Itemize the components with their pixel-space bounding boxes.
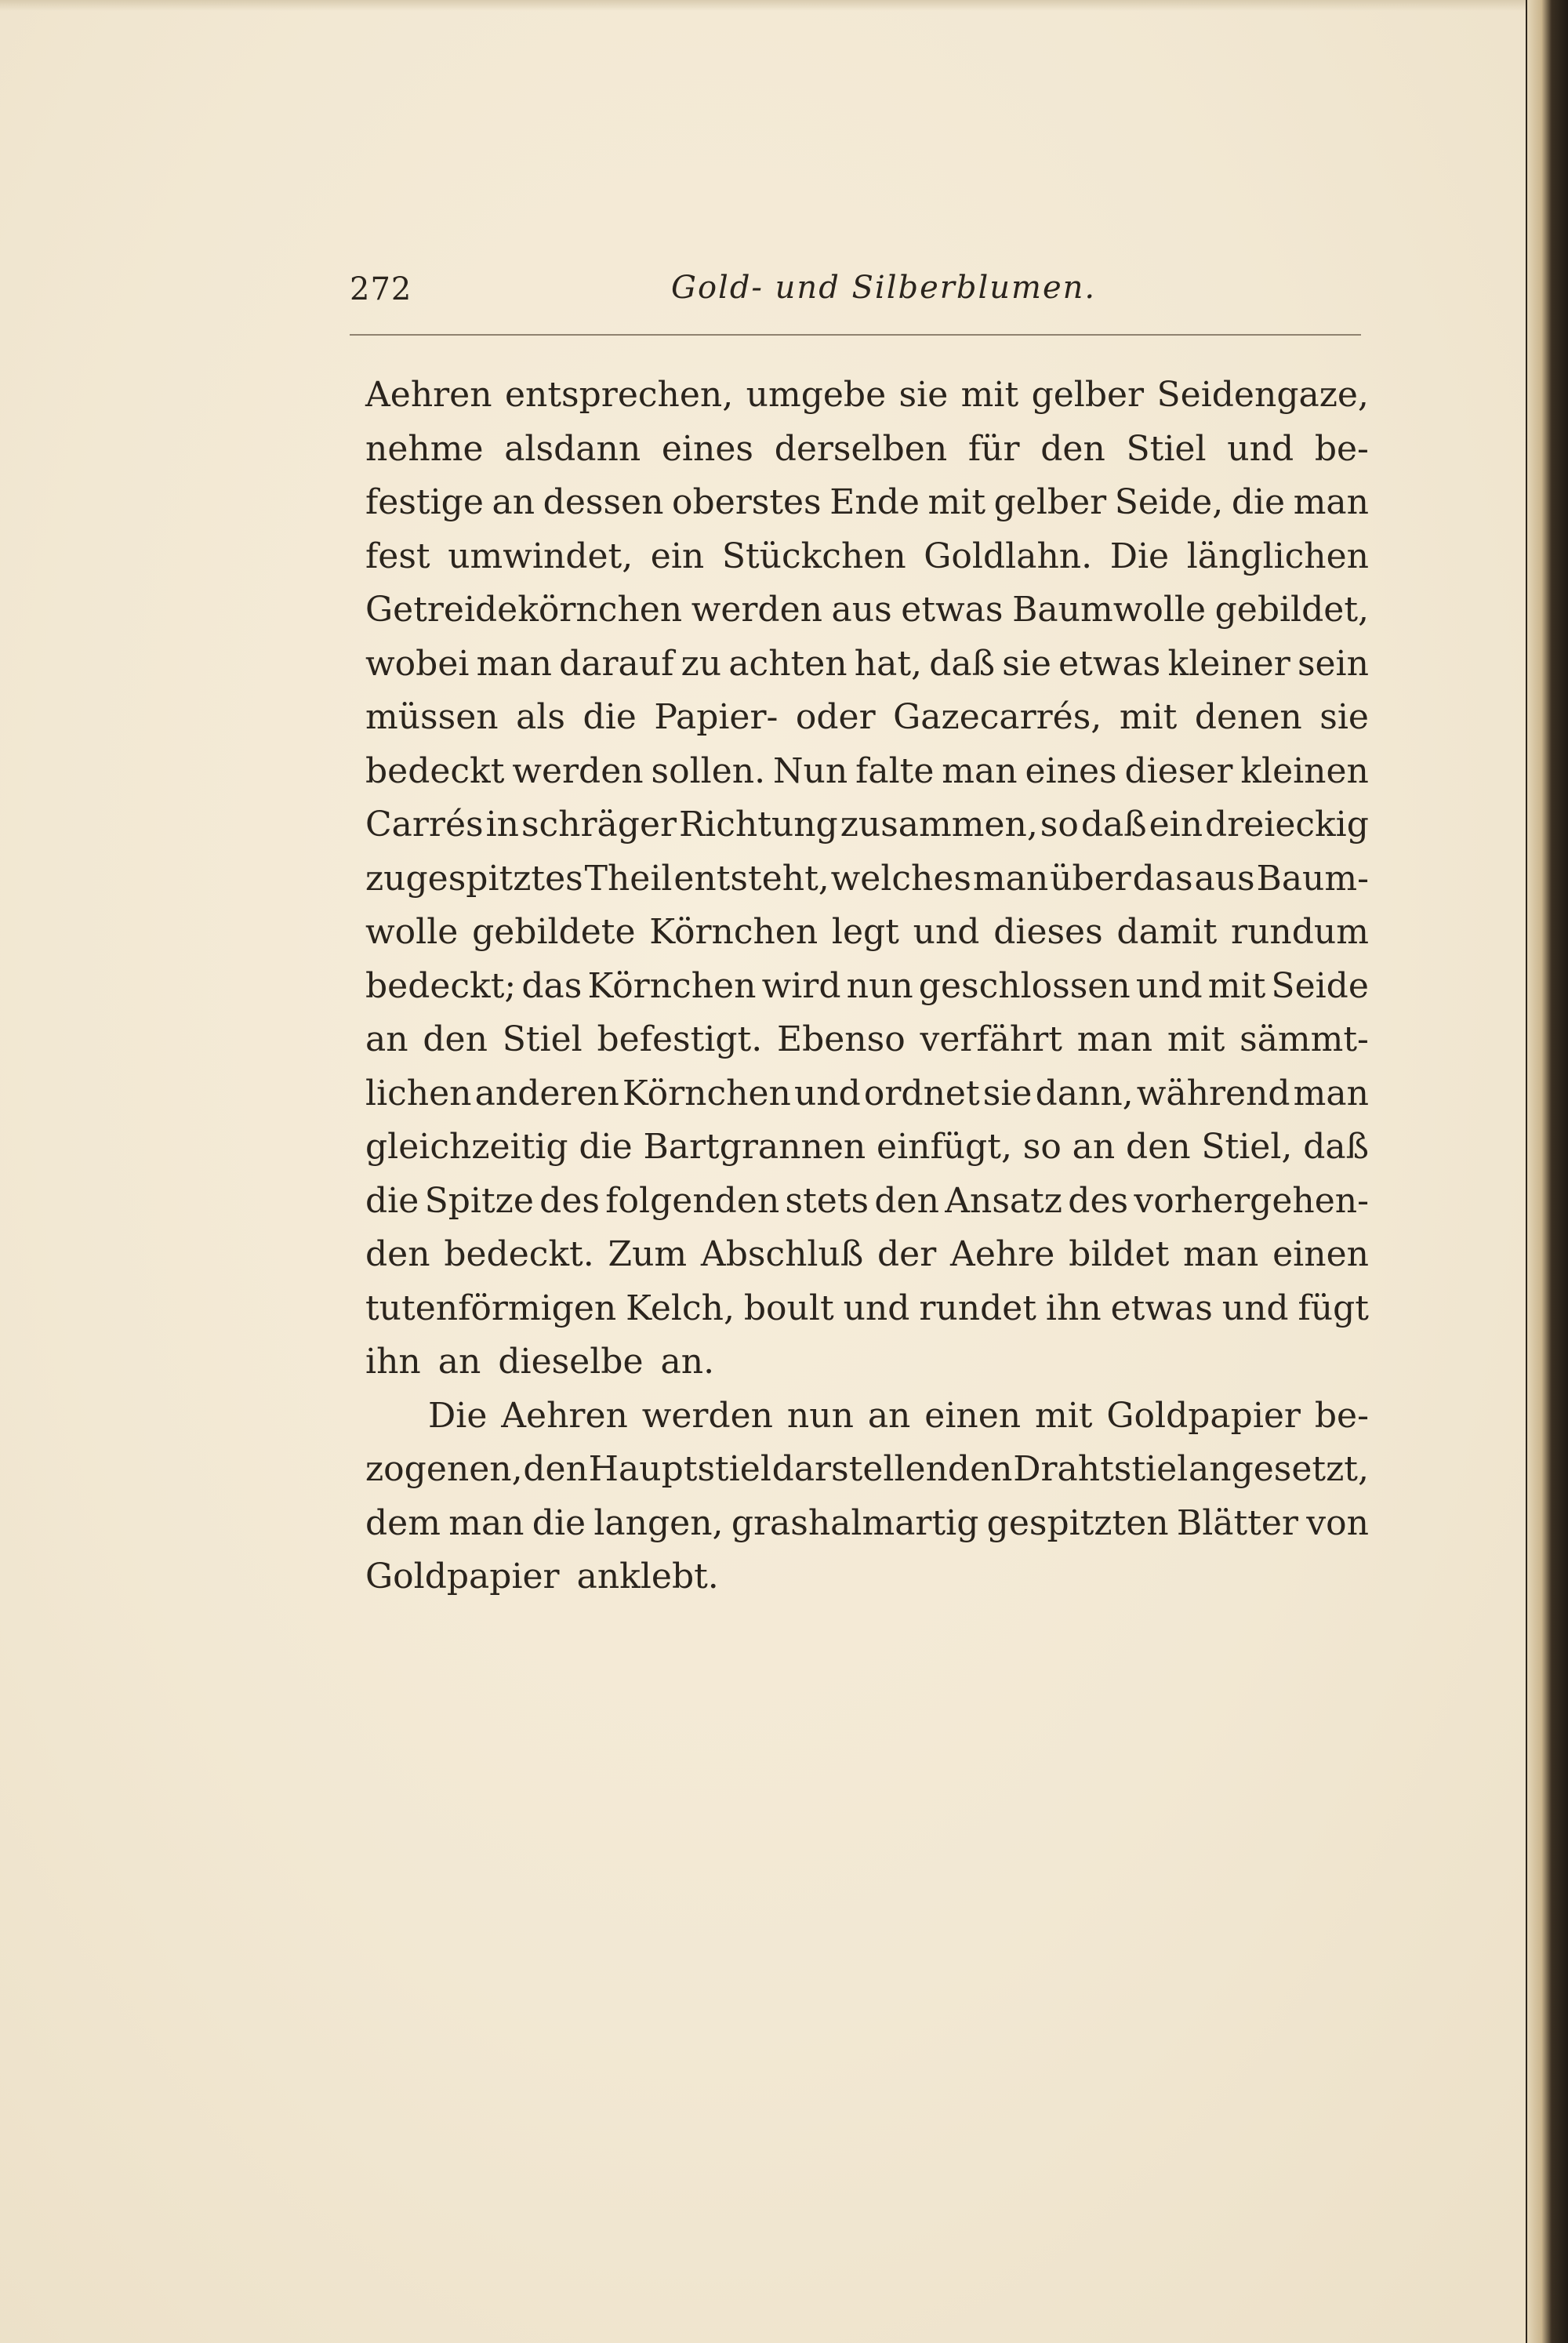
word: werden [641, 1395, 774, 1436]
word: Nun [772, 750, 848, 791]
word: entsprechen, [504, 375, 734, 415]
word: zu [681, 643, 722, 684]
word: langen, [593, 1502, 724, 1543]
word: derselben [774, 428, 948, 469]
text-line [365, 423, 1369, 477]
word: daß [929, 643, 996, 684]
word: sie [1002, 643, 1051, 684]
word: bedeckt. [444, 1234, 594, 1274]
word: etwas [1110, 1288, 1213, 1328]
text-line [365, 798, 1369, 852]
word: man [1293, 1073, 1369, 1113]
word: einfügt, [877, 1127, 1012, 1167]
word: an [492, 482, 535, 522]
word: Goldpapier [1106, 1395, 1301, 1436]
word: die [579, 1127, 633, 1167]
text-line [365, 369, 1369, 423]
word: von [1306, 1502, 1369, 1543]
text-line [365, 1228, 1369, 1282]
text-line [365, 1443, 1369, 1497]
text-line [365, 530, 1369, 584]
word: und [793, 1073, 861, 1113]
word: Drahtstiel [1013, 1449, 1189, 1489]
word: an [437, 1342, 481, 1382]
word: das [521, 965, 583, 1006]
word: nun [846, 965, 913, 1006]
word: Bartgrannen [643, 1127, 866, 1167]
word: stets [785, 1180, 869, 1221]
word: umgebe [746, 375, 887, 415]
word: mit [927, 482, 986, 522]
word: den [874, 1180, 939, 1221]
word: werden [512, 750, 644, 791]
word: zusammen, [840, 805, 1038, 845]
word: aus [831, 590, 892, 630]
word: oder [795, 697, 876, 737]
word: dieselbe [498, 1342, 644, 1382]
word: Körnchen [649, 912, 818, 952]
word: und [1135, 965, 1203, 1006]
word: und [1227, 428, 1294, 469]
word: alsdann [504, 428, 641, 469]
word: Zum [608, 1234, 688, 1274]
word: Körnchen [587, 965, 757, 1006]
word: gleichzeitig [365, 1127, 568, 1167]
text-line [365, 1121, 1369, 1175]
word: wobei [365, 643, 470, 684]
word: Abschluß [700, 1234, 864, 1274]
word: an. [660, 1342, 715, 1382]
word: hat, [854, 643, 923, 684]
word: werden [691, 590, 822, 630]
word: etwas [901, 590, 1004, 630]
word: in [485, 805, 519, 845]
word: Stiel [1126, 428, 1207, 469]
word: oberstes [672, 482, 822, 522]
text-line [365, 745, 1369, 799]
word: Ende [829, 482, 920, 522]
word: boult [743, 1288, 834, 1328]
text-line [365, 906, 1369, 960]
text-line [365, 691, 1369, 745]
word: Baumwolle [1012, 590, 1207, 630]
word: sein [1297, 643, 1369, 684]
word: Stiel [502, 1019, 583, 1059]
text-line-paragraph-end [365, 1335, 1369, 1389]
word: zogenen, [365, 1449, 523, 1489]
word: damit [1116, 912, 1218, 952]
word: zugespitztes [365, 858, 583, 899]
word: verfährt [920, 1019, 1062, 1059]
word: bildet [1069, 1234, 1170, 1274]
word: als [516, 697, 566, 737]
book-spine-edge [1527, 0, 1568, 2343]
word: vorhergehen- [1134, 1180, 1369, 1221]
word: so [1022, 1127, 1062, 1167]
word: Kelch, [626, 1288, 735, 1328]
word: einen [1272, 1234, 1369, 1274]
text-line [365, 1282, 1369, 1336]
word: befestigt. [597, 1019, 763, 1059]
word: anderen [474, 1073, 619, 1113]
word: der [877, 1234, 937, 1274]
page-top-edge [0, 0, 1568, 11]
word: und [913, 912, 980, 952]
word: gespitzten [986, 1502, 1169, 1543]
word: müssen [365, 697, 499, 737]
word: mit [1119, 697, 1178, 737]
word: rundum [1231, 912, 1369, 952]
word: tutenförmigen [365, 1288, 617, 1328]
word: für [967, 428, 1020, 469]
word: aus [1194, 858, 1255, 899]
text-line [365, 476, 1369, 530]
word: daß [1080, 805, 1147, 845]
word: des [1068, 1180, 1129, 1221]
word: lichen [365, 1073, 472, 1113]
word: die [1231, 482, 1286, 522]
word: nehme [365, 428, 484, 469]
word: fügt [1298, 1288, 1369, 1328]
word: einen [924, 1395, 1022, 1436]
word: Theil [584, 858, 673, 899]
word: gelber [993, 482, 1107, 522]
word: Richtung [679, 805, 838, 845]
word: man [1293, 482, 1369, 522]
word: Aehren [365, 375, 492, 415]
word: schräger [521, 805, 677, 845]
word: während [1136, 1073, 1290, 1113]
word: man [972, 858, 1049, 899]
word: man [1183, 1234, 1259, 1274]
word: ein [650, 536, 705, 576]
text-line [365, 583, 1369, 638]
word: ordnet [863, 1073, 980, 1113]
word: gelber [1031, 375, 1145, 415]
word: be- [1314, 428, 1369, 469]
word: an [1072, 1127, 1116, 1167]
word: und [1221, 1288, 1289, 1328]
word: man [448, 1502, 524, 1543]
word: das [1132, 858, 1193, 899]
word: ihn [1045, 1288, 1102, 1328]
word: legt [831, 912, 899, 952]
word: Seide [1271, 965, 1369, 1006]
word: so [1040, 805, 1079, 845]
word: über [1050, 858, 1131, 899]
word: den [523, 1449, 588, 1489]
word: Carrés [365, 805, 484, 845]
word: Körnchen [622, 1073, 791, 1113]
word: den [1040, 428, 1105, 469]
word: sie [982, 1073, 1033, 1113]
running-head [350, 265, 1361, 320]
word: dem [365, 1502, 441, 1543]
text-line [365, 1067, 1369, 1121]
word: bedeckt [365, 750, 505, 791]
word: länglichen [1186, 536, 1369, 576]
word: Getreidekörnchen [365, 590, 683, 630]
word: des [539, 1180, 600, 1221]
word: Die [1109, 536, 1170, 576]
word: Hauptstiel [588, 1449, 771, 1489]
word: und [843, 1288, 910, 1328]
word: wolle [365, 912, 459, 952]
word: darstellenden [771, 1449, 1013, 1489]
word: nun [786, 1395, 854, 1436]
word: Die [428, 1395, 488, 1436]
word: Goldlahn. [924, 536, 1093, 576]
word: etwas [1058, 643, 1161, 684]
word: Stiel, [1201, 1127, 1293, 1167]
word: wird [761, 965, 841, 1006]
word: sie [898, 375, 949, 415]
word: dieser [1124, 750, 1233, 791]
page-number: 272 [350, 271, 412, 307]
word: angesetzt, [1189, 1449, 1369, 1489]
word: mit [1035, 1395, 1093, 1436]
word: dessen [543, 482, 664, 522]
word: Ebenso [776, 1019, 906, 1059]
text-line-paragraph-end [365, 1550, 1369, 1604]
word: gebildet, [1214, 590, 1369, 630]
word: an [365, 1019, 408, 1059]
word: welches [830, 858, 972, 899]
word: kleiner [1167, 643, 1290, 684]
word: den [365, 1234, 430, 1274]
word: geschlossen [918, 965, 1131, 1006]
word: mit [1167, 1019, 1225, 1059]
word: die [583, 697, 637, 737]
word: darauf [559, 643, 674, 684]
word: Blätter [1176, 1502, 1298, 1543]
word: Papier- [654, 697, 779, 737]
word: gebildete [472, 912, 636, 952]
word: sämmt- [1240, 1019, 1369, 1059]
word: mit [1207, 965, 1266, 1006]
word: ihn [365, 1342, 421, 1382]
word: die [365, 1180, 419, 1221]
text-line [365, 638, 1369, 692]
word: daß [1303, 1127, 1369, 1167]
header-rule [350, 334, 1361, 336]
word: Aehre [950, 1234, 1055, 1274]
word: den [1126, 1127, 1191, 1167]
word: denen [1194, 697, 1302, 737]
word: man [1076, 1019, 1153, 1059]
word: Seidengaze, [1156, 375, 1369, 415]
text-line [365, 1497, 1369, 1551]
text-line [365, 1013, 1369, 1067]
word: entsteht, [673, 858, 829, 899]
word: falte [855, 750, 935, 791]
text-line-paragraph-start [365, 1389, 1369, 1444]
word: die [532, 1502, 586, 1543]
word: achten [728, 643, 848, 684]
word: Seide, [1114, 482, 1224, 522]
word: Spitze [424, 1180, 534, 1221]
word: Aehren [501, 1395, 628, 1436]
running-head-title: Gold- und Silberblumen. [671, 270, 1097, 306]
word: ein [1149, 805, 1203, 845]
word: Baum- [1256, 858, 1369, 899]
word: be- [1314, 1395, 1369, 1436]
word: bedeckt; [365, 965, 517, 1006]
word: dieses [993, 912, 1103, 952]
word: umwindet, [448, 536, 633, 576]
word: sollen. [651, 750, 766, 791]
word: kleinen [1240, 750, 1369, 791]
word: den [423, 1019, 488, 1059]
word: Gazecarrés, [893, 697, 1102, 737]
word: anklebt. [576, 1557, 719, 1597]
word: eines [1025, 750, 1117, 791]
word: man [942, 750, 1018, 791]
word: dann, [1035, 1073, 1134, 1113]
word: Ansatz [945, 1180, 1062, 1221]
word: dreieckig [1205, 805, 1369, 845]
word: fest [365, 536, 430, 576]
word: folgenden [605, 1180, 780, 1221]
word: rundet [919, 1288, 1036, 1328]
word: festige [365, 482, 484, 522]
word: Goldpapier [365, 1557, 560, 1597]
word: grashalmartig [731, 1502, 979, 1543]
body-text [365, 369, 1369, 1604]
word: eines [661, 428, 753, 469]
word: mit [960, 375, 1019, 415]
word: Stückchen [721, 536, 906, 576]
text-line [365, 852, 1369, 906]
word: an [867, 1395, 911, 1436]
word: man [476, 643, 552, 684]
text-line [365, 1175, 1369, 1229]
text-line [365, 960, 1369, 1014]
word: sie [1319, 697, 1369, 737]
